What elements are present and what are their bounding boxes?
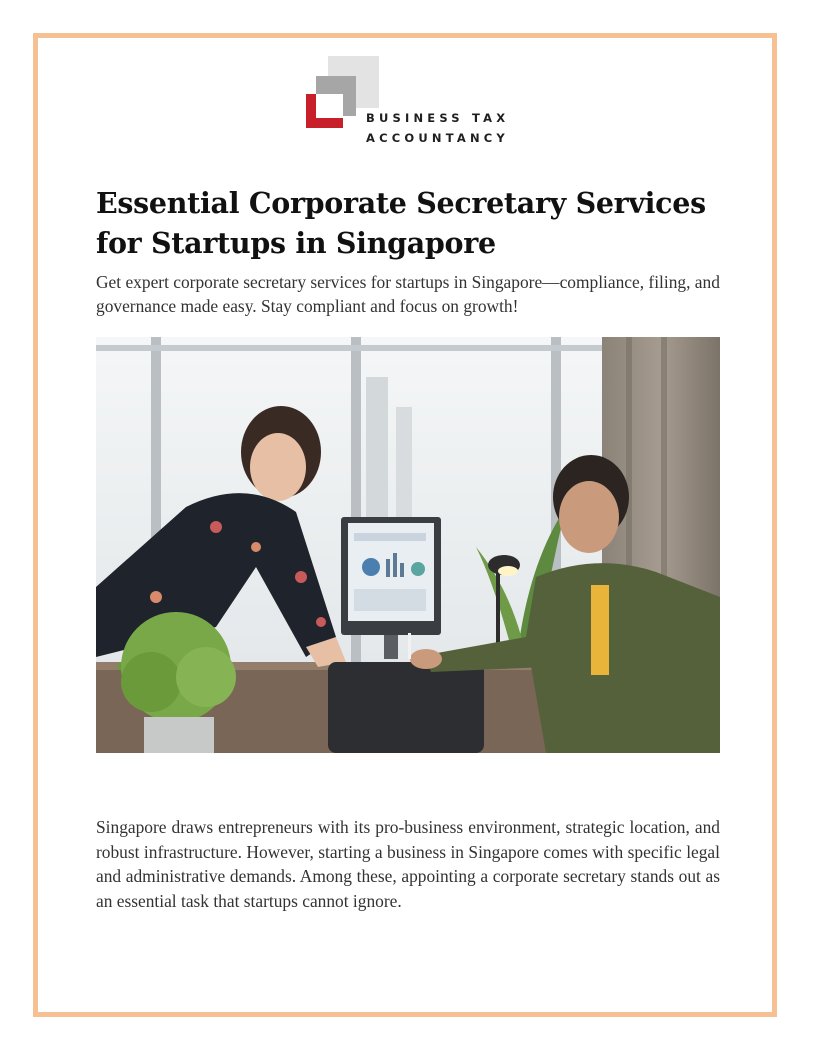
logo-text-line1: BUSINESS TAX	[366, 111, 510, 125]
logo-text-line2: ACCOUNTANCY	[366, 131, 509, 145]
article-subtitle: Get expert corporate secretary services for startups in Singapore—compliance, filing, and governance made easy. Stay compliant and focus on growth!	[96, 272, 720, 316]
logo-square-red-cutout	[316, 94, 343, 118]
article-title: Essential Corporate Secretary Services for Startups in Singapore	[96, 186, 706, 260]
hero-photo	[96, 337, 720, 753]
company-logo[interactable]	[306, 56, 526, 148]
article-body: Singapore draws entrepreneurs with its pro-business environment, strategic location, and robust infrastructure. However, starting a business in Singapore comes with specific legal and administrative demands. Among these, appointing a corporate secretary stands out as an essential task that startups cannot ignore.	[96, 817, 720, 911]
